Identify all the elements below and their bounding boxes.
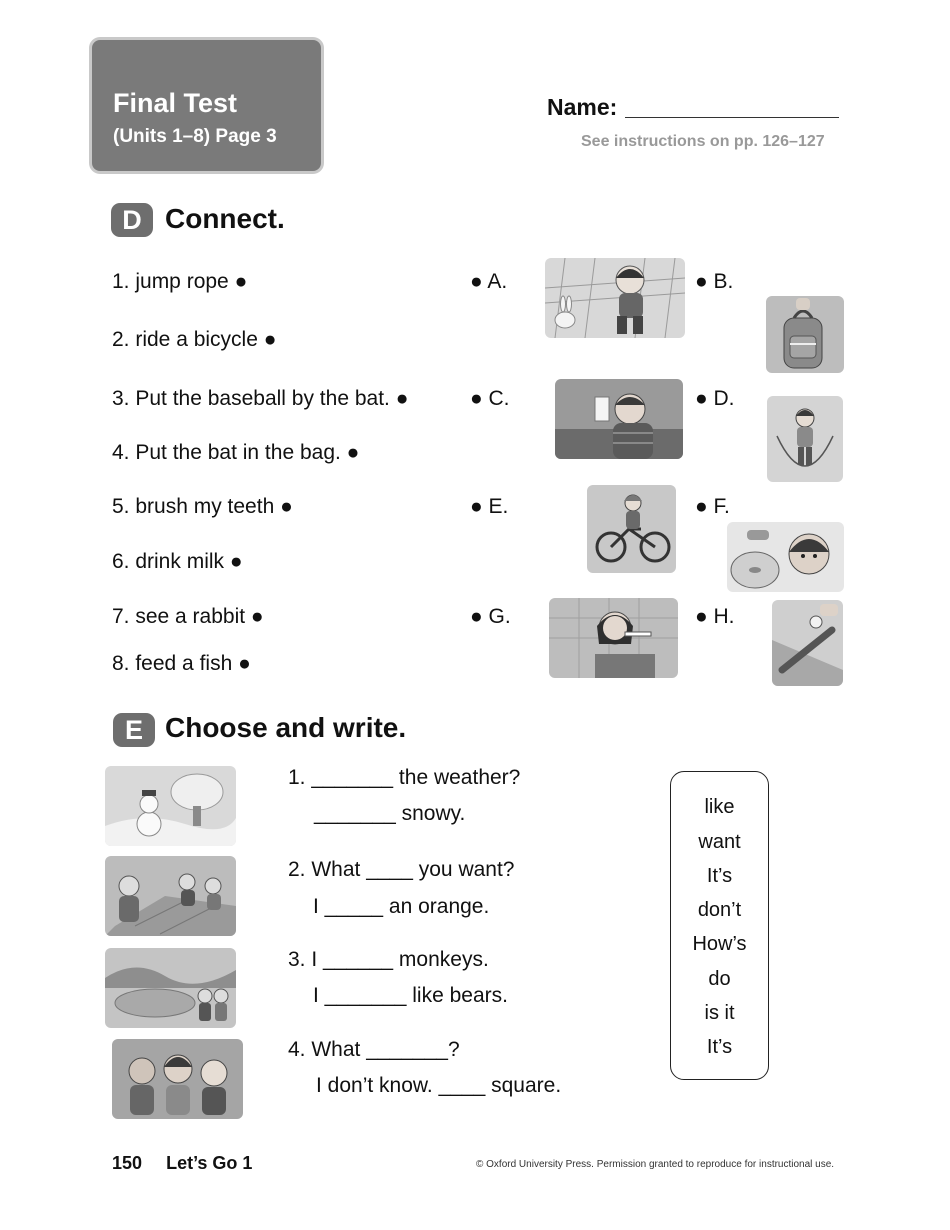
word-bank-item: is it (704, 1002, 735, 1024)
page-number: 150 (112, 1153, 143, 1173)
instructions-note: See instructions on pp. 126–127 (581, 133, 825, 150)
test-subtitle: (Units 1–8) Page 3 (113, 126, 277, 147)
copyright-notice: © Oxford University Press. Permission granted to reproduce for instructional use. (476, 1159, 835, 1170)
word-bank-item: It’s (706, 1036, 733, 1058)
question-4-line-1[interactable]: 4. What _______? (288, 1038, 460, 1061)
picture-a-girl-rabbit (545, 258, 685, 338)
question-1-line-1[interactable]: 1. _______ the weather? (288, 766, 521, 789)
word-bank-item: How’s (692, 933, 747, 955)
question-2-line-2[interactable]: I _____ an orange. (313, 895, 490, 918)
word-bank-item: like (704, 796, 735, 818)
picture-d-jump-rope (767, 396, 843, 482)
picture-g-brush-teeth (549, 598, 678, 678)
connect-item-7[interactable]: 7. see a rabbit ● (112, 605, 264, 628)
choice-g[interactable]: ● G. (470, 605, 511, 628)
question-4-line-2[interactable]: I don’t know. ____ square. (316, 1074, 562, 1097)
picture-e1-snowy (105, 766, 236, 846)
picture-b-bag (766, 296, 844, 373)
word-bank-item: don’t (697, 899, 742, 921)
picture-e-bicycle (587, 485, 676, 573)
choice-f[interactable]: ● F. (695, 495, 730, 518)
connect-item-2[interactable]: 2. ride a bicycle ● (112, 328, 277, 351)
question-3-line-2[interactable]: I _______ like bears. (313, 984, 508, 1007)
word-bank-item: It’s (706, 865, 733, 887)
picture-e4-kids (112, 1039, 243, 1119)
choice-a[interactable]: ● A. (470, 270, 508, 293)
test-title: Final Test (113, 88, 238, 118)
choice-h[interactable]: ● H. (695, 605, 735, 628)
choice-c[interactable]: ● C. (470, 387, 510, 410)
picture-c-drink-milk (555, 379, 683, 459)
footer-book-info (112, 1153, 252, 1174)
connect-item-4[interactable]: 4. Put the bat in the bag. ● (112, 441, 360, 464)
word-bank-item: want (698, 831, 741, 853)
section-d-badge: D (111, 203, 153, 237)
word-bank (670, 771, 769, 1080)
question-1-line-2[interactable]: _______ snowy. (314, 802, 466, 825)
connect-item-3[interactable]: 3. Put the baseball by the bat. ● (112, 387, 409, 410)
name-label: Name: (547, 94, 618, 120)
picture-e3-zoo (105, 948, 236, 1028)
question-3-line-1[interactable]: 3. I ______ monkeys. (288, 948, 489, 971)
section-e-badge: E (113, 713, 155, 747)
book-title: Let’s Go 1 (166, 1153, 253, 1173)
question-2-line-1[interactable]: 2. What ____ you want? (288, 858, 515, 881)
picture-e2-picnic (105, 856, 236, 936)
name-field[interactable] (625, 117, 839, 118)
connect-item-1[interactable]: 1. jump rope ● (112, 270, 248, 293)
picture-f-feed-fish (727, 522, 844, 592)
connect-item-8[interactable]: 8. feed a fish ● (112, 652, 251, 675)
word-bank-item: do (708, 968, 731, 990)
picture-h-baseball-bat (772, 600, 843, 686)
choice-d[interactable]: ● D. (695, 387, 735, 410)
connect-item-6[interactable]: 6. drink milk ● (112, 550, 243, 573)
choice-e[interactable]: ● E. (470, 495, 509, 518)
connect-item-5[interactable]: 5. brush my teeth ● (112, 495, 293, 518)
section-d-title: Connect. (165, 203, 285, 234)
section-e-title: Choose and write. (165, 712, 407, 743)
choice-b[interactable]: ● B. (695, 270, 734, 293)
